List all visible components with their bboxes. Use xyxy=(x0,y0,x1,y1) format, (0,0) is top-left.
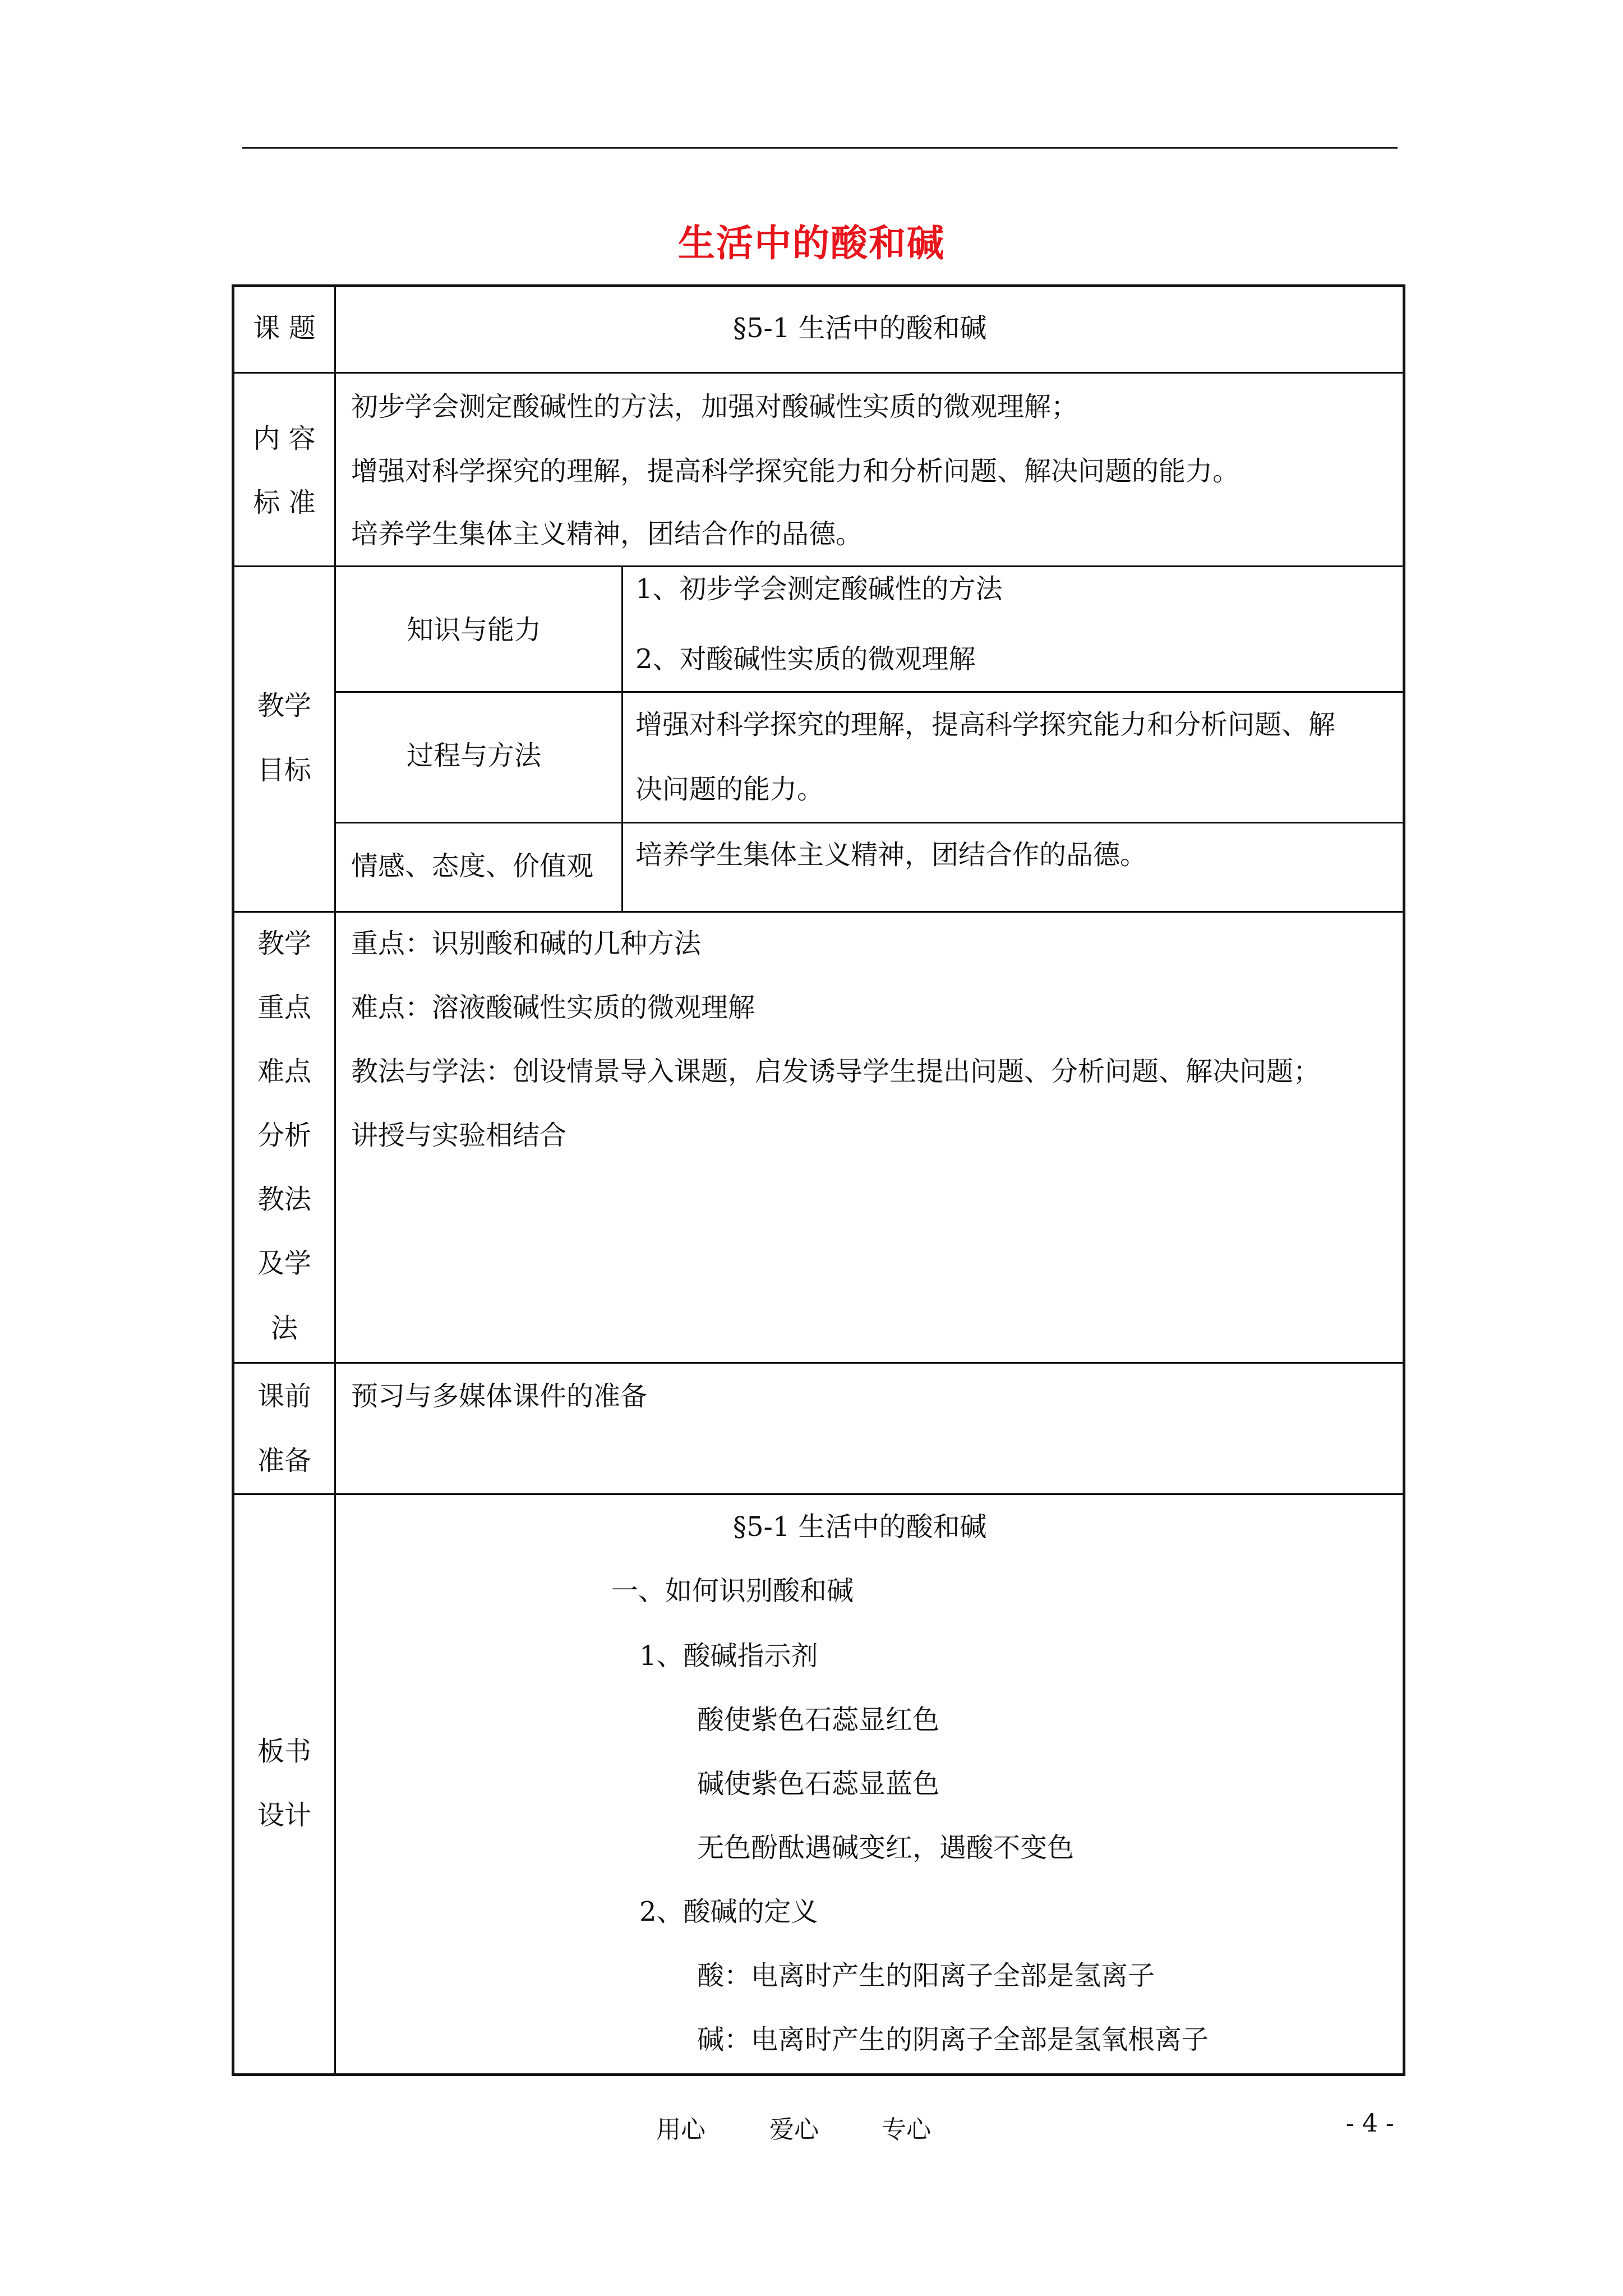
row-divider xyxy=(233,565,1404,567)
row-divider xyxy=(233,1493,1404,1495)
objective-name: 过程与方法 xyxy=(407,740,542,771)
board-line: 碱使紫色石蕊显蓝色 xyxy=(697,1768,940,1800)
footer-motto: 爱心 xyxy=(769,2115,819,2144)
preparation-label: 课前 xyxy=(257,1381,311,1412)
objective-name: 知识与能力 xyxy=(407,614,542,646)
focus-line: 重点：识别酸和碱的几种方法 xyxy=(351,928,702,959)
row-divider xyxy=(233,911,1404,913)
board-label: 设计 xyxy=(257,1800,311,1831)
focus-label: 分析 xyxy=(257,1120,311,1151)
objective-line: 培养学生集体主义精神，团结合作的品德。 xyxy=(635,839,1147,871)
focus-line: 难点：溶液酸碱性实质的微观理解 xyxy=(351,992,755,1023)
row-divider xyxy=(334,822,1404,823)
board-label: 板书 xyxy=(257,1736,311,1767)
board-section: 一、如何识别酸和碱 xyxy=(611,1575,854,1607)
row-divider xyxy=(334,691,1404,693)
row-divider xyxy=(233,372,1404,374)
focus-label: 及学 xyxy=(257,1248,311,1279)
column-divider xyxy=(621,565,623,911)
preparation-label: 准备 xyxy=(257,1445,311,1476)
footer-motto: 专心 xyxy=(882,2115,931,2144)
objective-name: 情感、态度、价值观 xyxy=(351,850,594,882)
board-line: 无色酚酞遇碱变红，遇酸不变色 xyxy=(697,1832,1075,1864)
objective-line: 1、初步学会测定酸碱性的方法 xyxy=(635,573,1003,605)
standards-line: 增强对科学探究的理解，提高科学探究能力和分析问题、解决问题的能力。 xyxy=(351,455,1240,487)
objective-line: 决问题的能力。 xyxy=(635,774,824,805)
board-subheading: 2、酸碱的定义 xyxy=(639,1896,818,1927)
standards-label: 标 准 xyxy=(253,487,316,518)
focus-label: 难点 xyxy=(257,1056,311,1087)
lesson-plan-table xyxy=(232,284,1405,2076)
standards-label: 内 容 xyxy=(253,423,316,454)
objectives-label: 目标 xyxy=(257,754,311,786)
focus-label: 重点 xyxy=(257,992,311,1023)
objective-line: 2、对酸碱性实质的微观理解 xyxy=(635,643,976,675)
board-line: 酸使紫色石蕊显红色 xyxy=(697,1704,940,1736)
preparation-value: 预习与多媒体课件的准备 xyxy=(351,1381,648,1412)
standards-line: 初步学会测定酸碱性的方法，加强对酸碱性实质的微观理解； xyxy=(351,391,1078,422)
standards-line: 培养学生集体主义精神，团结合作的品德。 xyxy=(351,518,863,550)
footer-motto: 用心 xyxy=(656,2115,706,2144)
column-divider xyxy=(334,286,336,2075)
topic-value: §5-1 生活中的酸和碱 xyxy=(733,312,987,344)
board-heading: §5-1 生活中的酸和碱 xyxy=(733,1511,987,1543)
row-divider xyxy=(233,1362,1404,1364)
objectives-label: 教学 xyxy=(257,690,311,721)
objective-line: 增强对科学探究的理解，提高科学探究能力和分析问题、解 xyxy=(635,709,1336,740)
focus-label: 教学 xyxy=(257,928,311,959)
header-rule xyxy=(242,147,1398,149)
focus-line: 教法与学法：创设情景导入课题，启发诱导学生提出问题、分析问题、解决问题； xyxy=(351,1056,1321,1087)
focus-label: 法 xyxy=(270,1313,298,1344)
board-line: 碱：电离时产生的阴离子全部是氢氧根离子 xyxy=(697,2024,1209,2055)
focus-line: 讲授与实验相结合 xyxy=(351,1120,567,1151)
board-subheading: 1、酸碱指示剂 xyxy=(639,1640,818,1672)
focus-label: 教法 xyxy=(257,1184,311,1215)
document-title: 生活中的酸和碱 xyxy=(678,222,945,265)
board-line: 酸：电离时产生的阳离子全部是氢离子 xyxy=(697,1960,1155,1991)
topic-label: 课 题 xyxy=(253,312,316,344)
page-number: - 4 - xyxy=(1346,2109,1394,2138)
